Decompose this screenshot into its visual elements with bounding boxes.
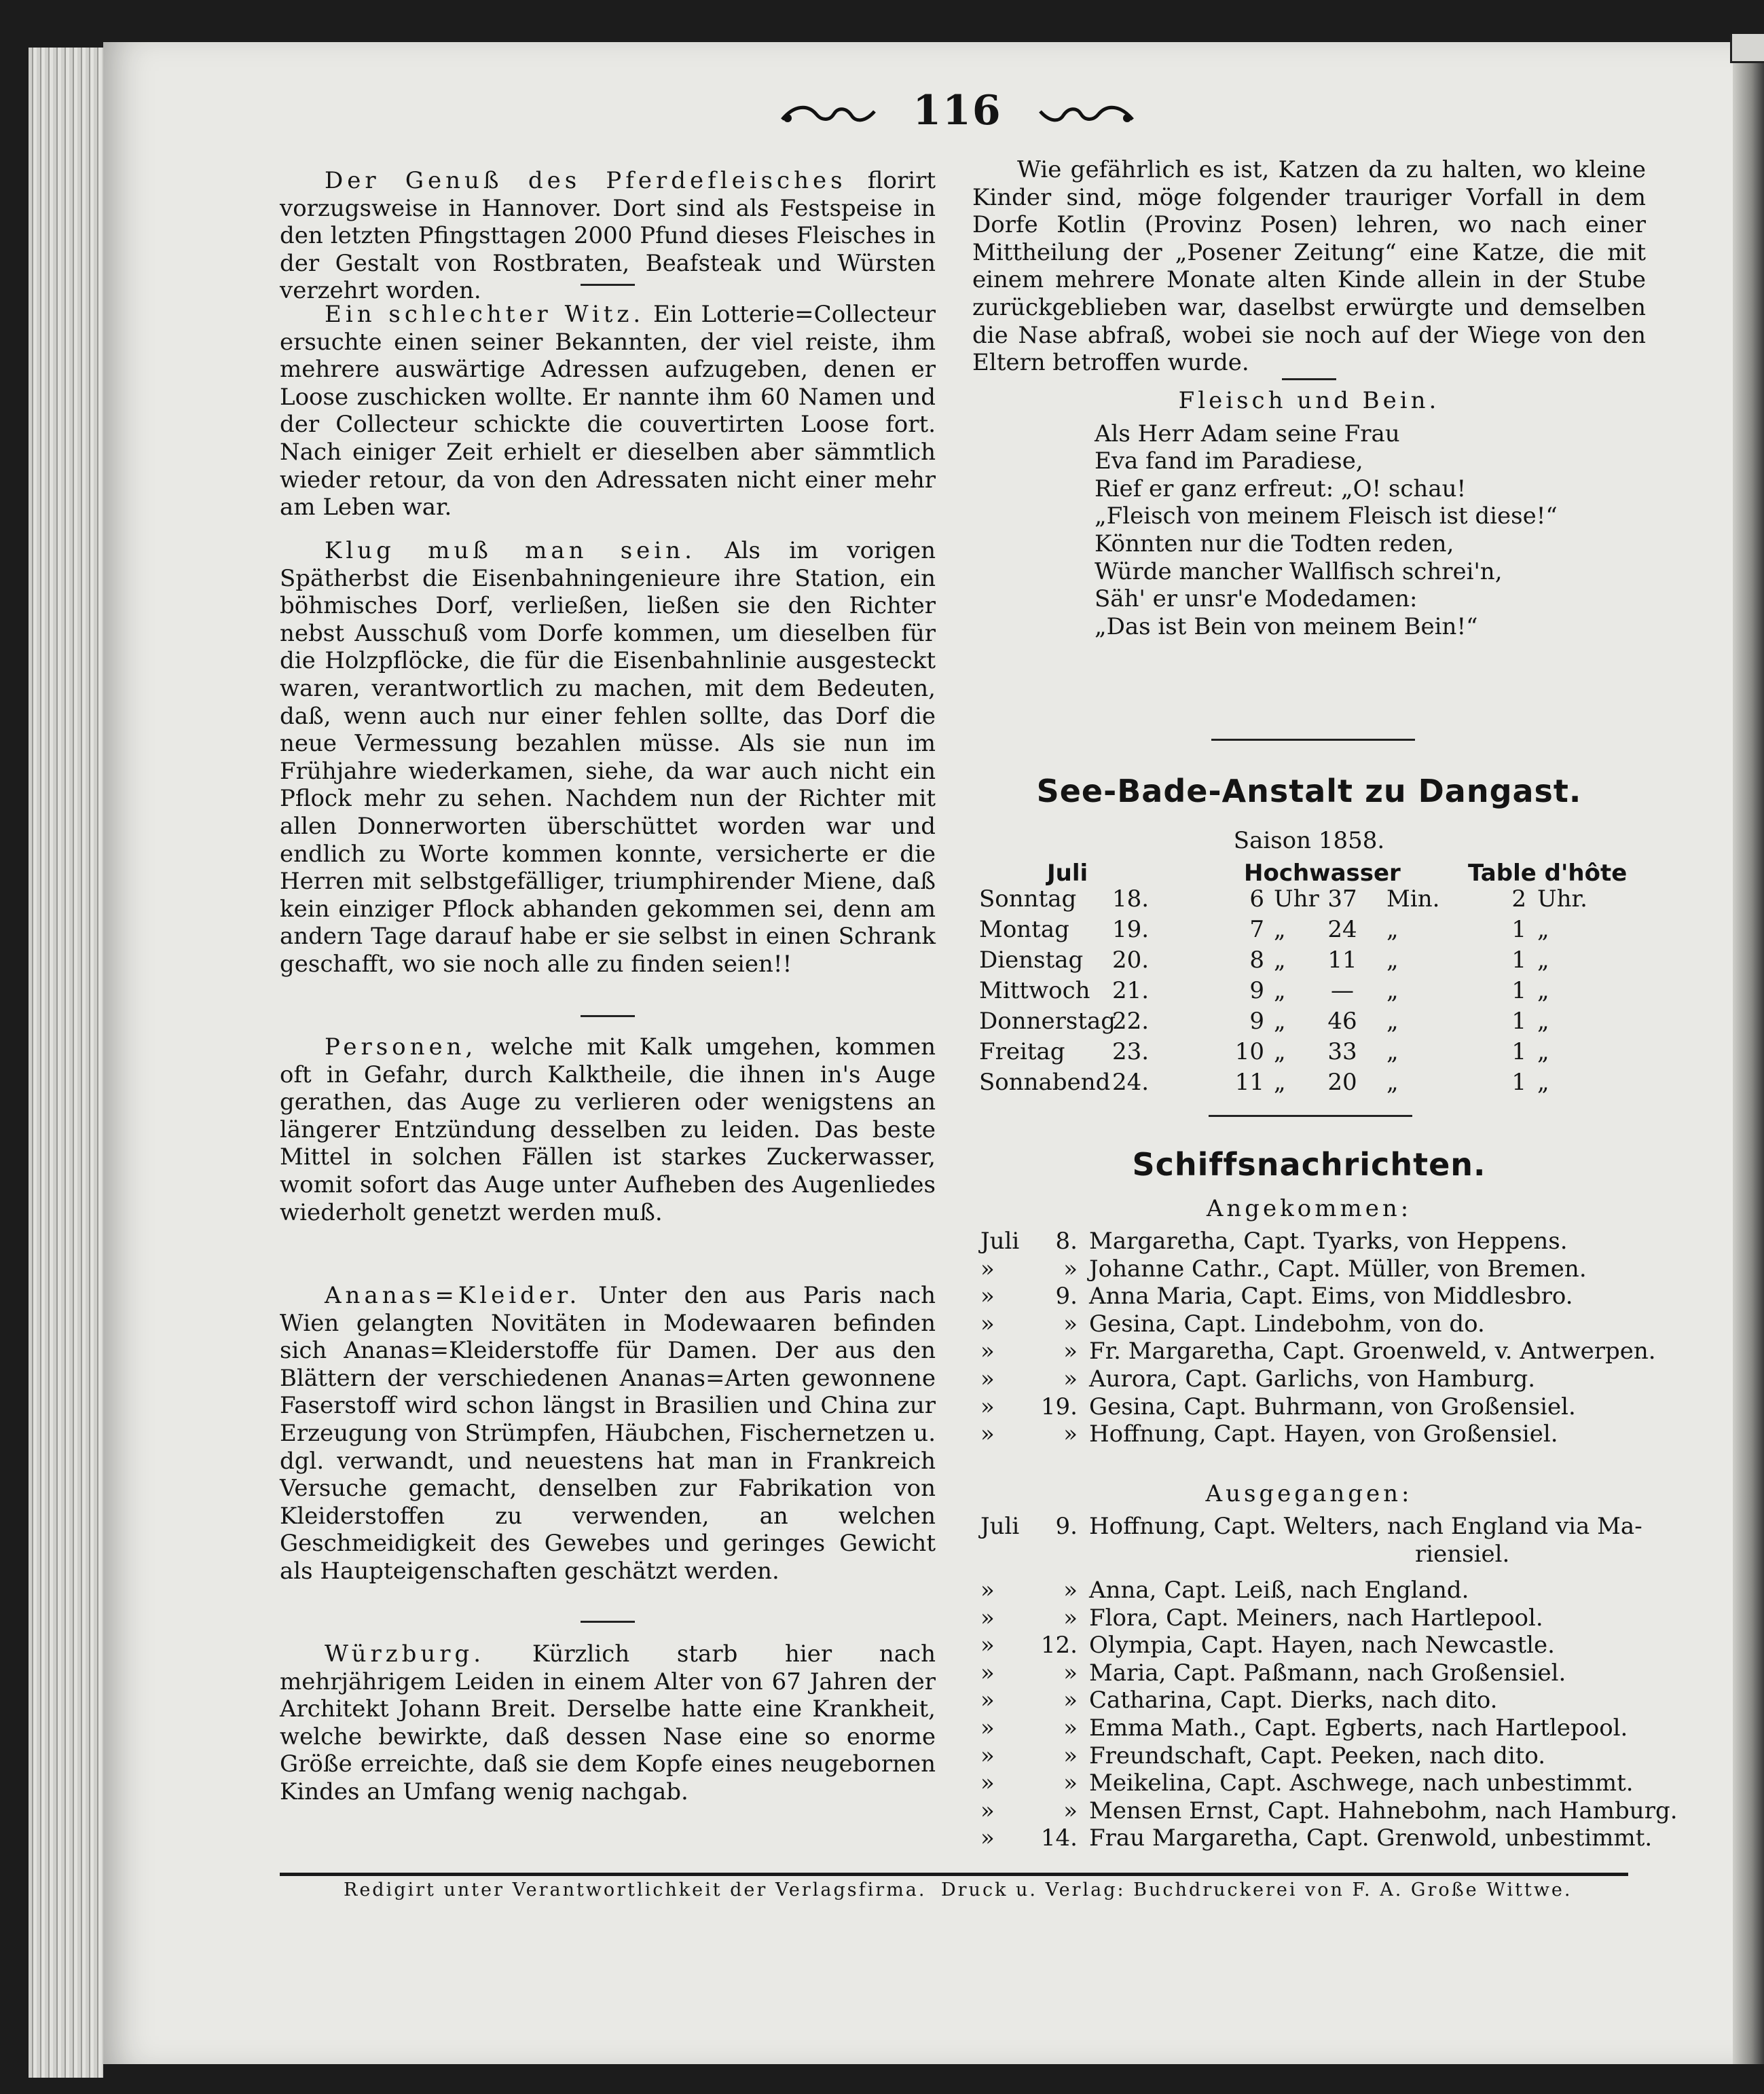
footer-printer: Druck u. Verlag: Buchdruckerei von F. A. Große Wittwe. xyxy=(941,1879,1573,1900)
tide-cell-h: 10 xyxy=(1234,1038,1264,1065)
tide-cell-date: 21. xyxy=(1112,977,1150,1004)
separator xyxy=(1282,378,1336,380)
article-bad-joke: Ein schlechter Witz. Ein Lotterie=Collecteur ersuchte einen seiner Bekannten, der viel reiste, ihm mehrere auswärtige Adressen aufzugeben, denen er Loose zuschicken wollte. Er nannte ihm 60 Namen und der Collecteur schickte die couvertirten Loose fort. Nach einiger Zeit erhielt er dieselben aber sämmtlich wieder retour, da von den Adressaten nicht einer mehr am Leben war. xyxy=(280,301,936,521)
tide-cell-tu: „ xyxy=(1537,977,1549,1004)
separator xyxy=(1211,739,1415,741)
separator xyxy=(581,284,635,286)
tide-cell-mu: Min. xyxy=(1386,885,1440,913)
ship-entry-month: » xyxy=(980,1824,995,1852)
ship-entry-month: » xyxy=(980,1283,995,1310)
tide-cell-m: 37 xyxy=(1327,885,1357,913)
article-clever: Klug muß man sein. Als im vorigen Spätherbst die Eisenbahningenieure ihre Station, ein böhmisches Dorf, verließen, ließen sie den Richter nebst Ausschuß vom Dorfe kommen, um dieselben für die Holzpflöcke, die für die Eisenbahnlinie ausgesteckt waren, verantwortlich zu machen, mit dem Bedeuten, daß, wenn auch nur einer fehlen sollte, das Dorf die neue Vermessung bezahlen müsse. Als sie nun im Frühjahre wiederkamen, siehe, da war auch nicht ein Pflock mehr zu sehen. Nachdem nun der Richter mit allen Donnerworten überschüttet worden war und endlich zu Worte kommen konnte, versicherte er die Herren mit selbstgefälliger, triumphirender Miene, daß kein einziger Pflock abhanden gekommen sei, denn am andern Tage darauf habe er sie selbst in einen Schrank geschafft, wo sie noch alle zu finden seien!! xyxy=(280,537,936,978)
separator xyxy=(581,1015,635,1017)
poem-line: Könnten nur die Todten reden, xyxy=(1095,530,1454,557)
ship-entry-day: » xyxy=(1063,1769,1078,1797)
tide-cell-h: 9 xyxy=(1249,1008,1264,1035)
tide-cell-day: Dienstag xyxy=(979,947,1084,974)
tide-cell-day: Donnerstag xyxy=(979,1008,1116,1035)
tide-cell-t: 2 xyxy=(1511,885,1526,913)
ship-entry-text: Meikelina, Capt. Aschwege, nach unbestimmt. xyxy=(1089,1769,1634,1797)
tide-cell-tu: „ xyxy=(1537,916,1549,943)
tide-cell-u: „ xyxy=(1274,1008,1286,1035)
ship-entry-day: 19. xyxy=(1040,1393,1078,1420)
tide-cell-day: Sonnabend xyxy=(979,1069,1111,1096)
tide-cell-mu: „ xyxy=(1386,916,1399,943)
footer-editor: Redigirt unter Verantwortlichkeit der Verlagsfirma. xyxy=(344,1879,927,1900)
ship-entry-day: » xyxy=(1063,1365,1078,1393)
tide-cell-date: 22. xyxy=(1112,1008,1150,1035)
right-column-top xyxy=(972,156,1646,640)
ship-entry-text: Aurora, Capt. Garlichs, von Hamburg. xyxy=(1089,1365,1536,1393)
poem xyxy=(972,420,1646,641)
ship-entry-month: » xyxy=(980,1255,995,1283)
ship-entry xyxy=(980,1769,1639,1797)
tide-cell-h: 6 xyxy=(1249,885,1264,913)
tide-table xyxy=(979,860,1644,1104)
page-header xyxy=(781,87,1134,141)
table-header-table-dhote: Table d'hôte xyxy=(1468,860,1628,887)
tide-cell-mu: „ xyxy=(1386,1069,1399,1096)
tide-cell-u: „ xyxy=(1274,977,1286,1004)
ship-entry xyxy=(980,1283,1639,1310)
tide-cell-tu: Uhr. xyxy=(1537,885,1587,913)
tide-cell-u: Uhr xyxy=(1274,885,1319,913)
ship-entry-month: » xyxy=(980,1769,995,1797)
poem-line: „Das ist Bein von meinem Bein!“ xyxy=(1095,612,1478,640)
ship-entry xyxy=(980,1255,1639,1283)
ship-entry-day: 8. xyxy=(1055,1228,1078,1255)
tide-cell-m: — xyxy=(1331,977,1354,1004)
article-wuerzburg: Würzburg. Kürzlich starb hier nach mehrjährigem Leiden in einem Alter von 67 Jahren der Architekt Johann Breit. Derselbe hatte eine Krankheit, welche bewirkte, daß dessen Nase eine so enorme Größe erreichte, daß sie dem Kopfe eines neugebornen Kindes an Umfang wenig nachgab. xyxy=(280,1640,936,1805)
ship-entry: Juli 9. Hoffnung, Capt. Welters, nach England via Ma- xyxy=(980,1513,1642,1540)
ship-entry xyxy=(980,1365,1639,1393)
tide-cell-m: 20 xyxy=(1327,1069,1357,1096)
ship-entry-continuation: riensiel. xyxy=(1415,1540,1510,1568)
ship-entry xyxy=(980,1632,1639,1659)
ship-entry xyxy=(980,1824,1653,1852)
tide-cell-h: 8 xyxy=(1249,947,1264,974)
arrived-label: Angekommen: xyxy=(1206,1195,1412,1222)
tide-cell-u: „ xyxy=(1274,916,1286,943)
tide-cell-day: Sonntag xyxy=(979,885,1077,913)
ship-entry xyxy=(980,1687,1639,1714)
tide-cell-u: „ xyxy=(1274,1038,1286,1065)
ship-entry-day: » xyxy=(1063,1310,1078,1338)
ship-entry-day: » xyxy=(1063,1577,1078,1604)
ship-entry-day: » xyxy=(1063,1797,1078,1824)
left-page-edges xyxy=(29,48,103,2078)
ship-entry-text: Hoffnung, Capt. Hayen, von Großensiel. xyxy=(1089,1420,1558,1448)
tide-cell-u: „ xyxy=(1274,947,1286,974)
article-horse-meat: Der Genuß des Pferdefleisches florirt vorzugsweise in Hannover. Dort sind als Festspeise in den letzten Pfingsttagen 2000 Pfund dieses Fleisches in der Gestalt von Rostbraten, Beafsteak und Würsten verzehrt worden. xyxy=(280,167,936,305)
poem-line: Eva fand im Paradiese, xyxy=(1095,447,1363,475)
ship-entry-text: Fr. Margaretha, Capt. Groenweld, v. Antwerpen. xyxy=(1089,1338,1656,1365)
ship-entry xyxy=(980,1577,1639,1604)
table-header-month: Juli xyxy=(1047,860,1088,887)
footer-rule xyxy=(280,1873,1628,1876)
ship-entry-text: Catharina, Capt. Dierks, nach dito. xyxy=(1089,1687,1498,1714)
ship-entry xyxy=(980,1420,1639,1448)
tide-cell-m: 24 xyxy=(1327,916,1357,943)
ship-entry-month: » xyxy=(980,1338,995,1365)
article-lime: Personen, welche mit Kalk umgehen, kommen oft in Gefahr, durch Kalktheile, die ihnen in's Auge gerathen, das Auge zu verlieren oder wenigstens an längerer Entzündung desselben zu leiden. Das beste Mittel in solchen Fällen ist starkes Zuckerwasser, womit sofort das Auge unter Aufheben des Augenliedes wiederholt genetzt werden muß. xyxy=(280,1033,936,1226)
tide-cell-date: 19. xyxy=(1112,916,1150,943)
arrived-list xyxy=(980,1228,1656,1448)
ship-entry-day: » xyxy=(1063,1420,1078,1448)
tide-cell-t: 1 xyxy=(1511,947,1526,974)
ship-entry-month: » xyxy=(980,1420,995,1448)
ship-entry xyxy=(980,1604,1639,1632)
tide-cell-t: 1 xyxy=(1511,1069,1526,1096)
poem-line: Als Herr Adam seine Frau xyxy=(1095,420,1400,447)
tide-cell-tu: „ xyxy=(1537,947,1549,974)
ship-entry-day: » xyxy=(1063,1604,1078,1632)
tide-cell-t: 1 xyxy=(1511,977,1526,1004)
article-cats: Wie gefährlich es ist, Katzen da zu halten, wo kleine Kinder sind, möge folgender trauriger Vorfall in dem Dorfe Kotlin (Provinz Posen) lehren, wo nach einer Mittheilung der „Posener Zeitung“ eine Katze, die mit einem mehrere Monate alten Kinde allein in der Stube zurückgeblieben war, daselbst erwürgte und demselben die Nase abfraß, wobei sie noch auf der Wiege von den Eltern betroffen wurde. xyxy=(972,156,1646,377)
ship-entry xyxy=(980,1742,1639,1770)
tide-cell-h: 9 xyxy=(1249,977,1264,1004)
left-ornament-icon xyxy=(781,102,876,125)
bath-title: See-Bade-Anstalt zu Dangast. xyxy=(1036,773,1582,809)
ship-entry-month: » xyxy=(980,1687,995,1714)
bath-season: Saison 1858. xyxy=(1233,827,1385,854)
ship-entry xyxy=(980,1797,1678,1825)
tide-cell-date: 20. xyxy=(1112,947,1150,974)
ship-entry-text: Margaretha, Capt. Tyarks, von Heppens. xyxy=(1089,1228,1568,1255)
ship-entry-text: Maria, Capt. Paßmann, nach Großensiel. xyxy=(1089,1659,1566,1687)
ship-entry xyxy=(980,1310,1639,1338)
ship-entry-month: » xyxy=(980,1797,995,1824)
separator xyxy=(581,1621,635,1623)
right-ornament-icon xyxy=(1039,102,1134,125)
ship-entry-text: Emma Math., Capt. Egberts, nach Hartlepool. xyxy=(1089,1714,1628,1742)
ship-entry-day: » xyxy=(1063,1338,1078,1365)
ship-entry-day: » xyxy=(1063,1714,1078,1742)
tide-cell-tu: „ xyxy=(1537,1069,1549,1096)
tide-cell-date: 23. xyxy=(1112,1038,1150,1065)
ship-entry-day: 12. xyxy=(1040,1632,1078,1659)
ship-entry-month: » xyxy=(980,1365,995,1393)
ship-entry-text: Gesina, Capt. Buhrmann, von Großensiel. xyxy=(1089,1393,1576,1420)
tide-cell-tu: „ xyxy=(1537,1008,1549,1035)
tide-cell-m: 33 xyxy=(1327,1038,1357,1065)
corner-tab xyxy=(1730,34,1764,63)
ship-entry-day: » xyxy=(1063,1255,1078,1283)
tide-cell-mu: „ xyxy=(1386,1008,1399,1035)
tide-cell-m: 46 xyxy=(1327,1008,1357,1035)
ship-entry xyxy=(980,1714,1639,1742)
ship-entry-text: Olympia, Capt. Hayen, nach Newcastle. xyxy=(1089,1632,1555,1659)
ship-entry-day: » xyxy=(1063,1687,1078,1714)
tide-rows xyxy=(979,885,1644,1103)
ship-entry-month: » xyxy=(980,1577,995,1604)
ship-entry-text: Anna Maria, Capt. Eims, von Middlesbro. xyxy=(1089,1283,1573,1310)
ship-entry-text: Frau Margaretha, Capt. Grenwold, unbestimmt. xyxy=(1089,1824,1653,1852)
poem-line: „Fleisch von meinem Fleisch ist diese!“ xyxy=(1095,502,1558,530)
separator xyxy=(1209,1115,1412,1117)
ship-entry-text: Mensen Ernst, Capt. Hahnebohm, nach Hamburg. xyxy=(1089,1797,1678,1824)
ship-entry xyxy=(980,1228,1639,1255)
ship-entry-month: » xyxy=(980,1714,995,1742)
ships-title: Schiffsnachrichten. xyxy=(1132,1146,1486,1183)
ship-entry-month: » xyxy=(980,1632,995,1659)
tide-cell-tu: „ xyxy=(1537,1038,1549,1065)
tide-cell-date: 18. xyxy=(1112,885,1150,913)
ship-entry xyxy=(980,1659,1639,1687)
tide-cell-date: 24. xyxy=(1112,1069,1150,1096)
departed-first xyxy=(980,1513,1642,1568)
article-pineapple: Ananas=Kleider. Unter den aus Paris nach Wien gelangten Novitäten in Modewaaren befinden sich Ananas=Kleiderstoffe für Damen. Der aus den Blättern der verschiedenen Ananas=Arten gewonnene Faserstoff wird schon längst in Brasilien und China zur Erzeugung von Strümpfen, Häubchen, Fischernetzen u. dgl. verwandt, und neuestens hat man in Frankreich Versuche gemacht, denselben zur Fabrikation von Kleiderstoffen zu verwenden, an welchen Geschmeidigkeit des Gewebes und geringes Gewicht als Haupteigenschaften geschätzt werden. xyxy=(280,1282,936,1585)
right-page-edge xyxy=(1733,42,1764,2064)
tide-cell-t: 1 xyxy=(1511,1008,1526,1035)
departed-label: Ausgegangen: xyxy=(1205,1480,1413,1507)
tide-cell-h: 7 xyxy=(1249,916,1264,943)
ship-entry-text: Freundschaft, Capt. Peeken, nach dito. xyxy=(1089,1742,1546,1769)
tide-cell-day: Mittwoch xyxy=(979,977,1090,1004)
ship-entry-text: Anna, Capt. Leiß, nach England. xyxy=(1089,1577,1469,1604)
tide-cell-mu: „ xyxy=(1386,1038,1399,1065)
ship-entry-text: Gesina, Capt. Lindebohm, von do. xyxy=(1089,1310,1485,1338)
ship-entry xyxy=(980,1338,1656,1365)
table-header-high-water: Hochwasser xyxy=(1244,860,1401,887)
ship-entry xyxy=(980,1393,1639,1421)
poem-line: Würde mancher Wallfisch schrei'n, xyxy=(1095,557,1503,585)
ship-entry-month: » xyxy=(980,1742,995,1769)
poem-line: Säh' er unsr'e Modedamen: xyxy=(1095,585,1418,613)
tide-cell-day: Montag xyxy=(979,916,1069,943)
tide-cell-day: Freitag xyxy=(979,1038,1065,1065)
tide-cell-t: 1 xyxy=(1511,1038,1526,1065)
ship-entry-month: » xyxy=(980,1604,995,1632)
ship-entry-text: Johanne Cathr., Capt. Müller, von Bremen. xyxy=(1089,1255,1587,1283)
tide-cell-h: 11 xyxy=(1234,1069,1264,1096)
page-number: 116 xyxy=(913,87,1002,134)
ship-entry-day: » xyxy=(1063,1659,1078,1687)
ship-entry-day: 9. xyxy=(1055,1283,1078,1310)
tide-cell-u: „ xyxy=(1274,1069,1286,1096)
ship-entry-month: » xyxy=(980,1659,995,1687)
departed-list xyxy=(980,1577,1678,1852)
ship-entry-month: » xyxy=(980,1393,995,1420)
left-column xyxy=(280,167,936,1806)
ship-entry-text: Flora, Capt. Meiners, nach Hartlepool. xyxy=(1089,1604,1543,1632)
poem-line: Rief er ganz erfreut: „O! schau! xyxy=(1095,475,1467,502)
tide-cell-m: 11 xyxy=(1327,947,1357,974)
ship-entry-month: » xyxy=(980,1310,995,1338)
ship-entry-day: 14. xyxy=(1040,1824,1078,1852)
ship-entry-day: » xyxy=(1063,1742,1078,1769)
tide-cell-mu: „ xyxy=(1386,977,1399,1004)
tide-cell-mu: „ xyxy=(1386,947,1399,974)
poem-title: Fleisch und Bein. xyxy=(1178,387,1440,414)
tide-cell-t: 1 xyxy=(1511,916,1526,943)
ship-entry-month: Juli xyxy=(980,1228,1020,1255)
